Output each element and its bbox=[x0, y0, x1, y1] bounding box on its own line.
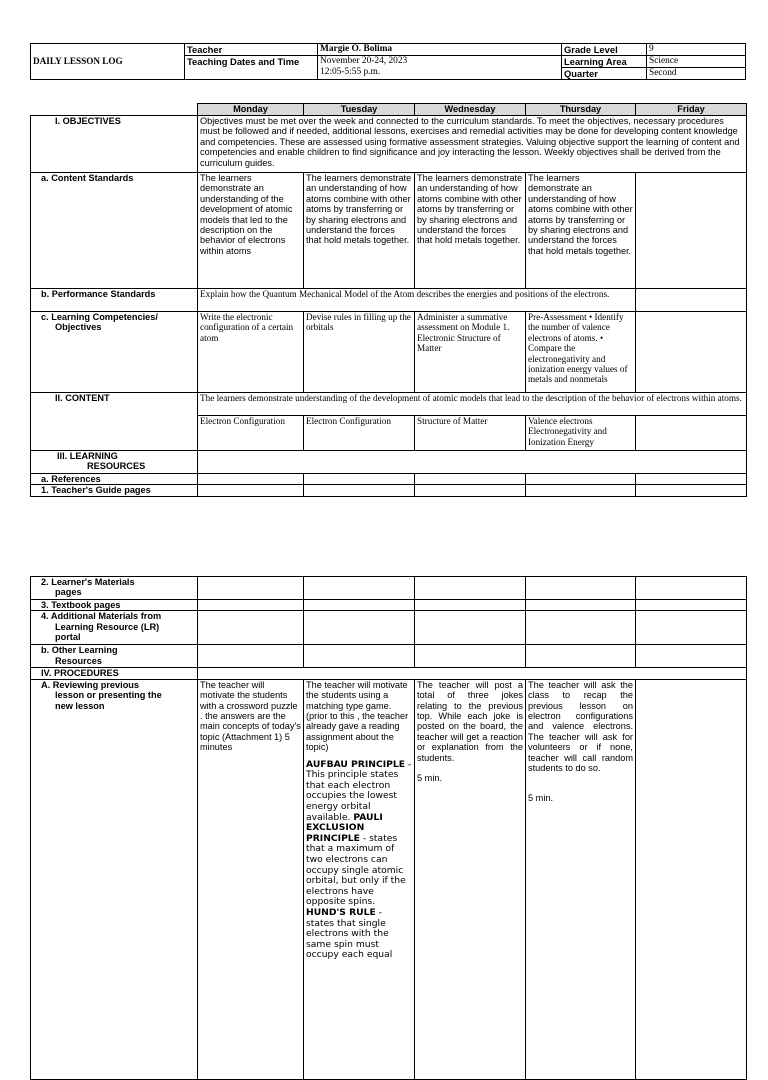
dates-label: Teaching Dates and Time bbox=[185, 56, 318, 80]
cell bbox=[415, 474, 526, 485]
content-text: The learners demonstrate understanding of the development of atomic models that lead to the description of the behavior of electrons within atoms. bbox=[198, 393, 747, 416]
cell bbox=[636, 645, 747, 668]
content-label: II. CONTENT bbox=[31, 393, 198, 451]
cell bbox=[636, 485, 747, 496]
log-title: DAILY LESSON LOG bbox=[31, 44, 185, 80]
quarter-value: Second bbox=[647, 68, 746, 80]
other-resources-label-line-1: b. Other Learning bbox=[41, 645, 118, 656]
cell bbox=[636, 577, 747, 600]
objectives-label: I. OBJECTIVES bbox=[31, 116, 198, 173]
learning-resources-label bbox=[31, 451, 198, 474]
day-header-monday: Monday bbox=[198, 104, 304, 116]
content-standards-wednesday: The learners demonstrate an understanding of how atoms combine with other atoms by transferring or by sharing electrons and understand the forces that hold metals together. bbox=[415, 173, 526, 289]
content-thursday: Valence electrons Electronegativity and Ionization Energy bbox=[526, 416, 636, 451]
review-tuesday-note: (prior to this , the teacher already gave a reading assignment about the topic) bbox=[306, 711, 409, 753]
performance-standards-friday bbox=[636, 289, 747, 312]
cell bbox=[415, 485, 526, 496]
learning-resources-blank bbox=[198, 451, 747, 474]
content-standards-monday: The learners demonstrate an understanding of the development of atomic models that led to the description on the behavior of electrons within atoms bbox=[198, 173, 304, 289]
review-monday: The teacher will motivate the students with a crossword puzzle . the answers are the main concepts of today's topic (Attachment 1) 5 minutes bbox=[198, 679, 304, 1079]
cell bbox=[198, 668, 747, 679]
review-lesson-label bbox=[31, 679, 198, 1079]
other-resources-label-line-2: Resources bbox=[55, 655, 102, 666]
performance-standards-text: Explain how the Quantum Mechanical Model of the Atom describes the energies and positions of the electrons. bbox=[198, 289, 636, 312]
hund-title: HUND'S RULE bbox=[306, 906, 376, 918]
review-lesson-label-line-1: A. Reviewing previous bbox=[41, 679, 140, 690]
additional-materials-label-line-2: Learning Resource (LR) bbox=[55, 621, 160, 632]
cell bbox=[526, 485, 636, 496]
learners-materials-label bbox=[31, 577, 198, 600]
additional-materials-label bbox=[31, 611, 198, 645]
other-resources-label bbox=[31, 645, 198, 668]
learners-materials-label-line-1: 2. Learner's Materials bbox=[41, 577, 135, 587]
competencies-thursday: Pre-Assessment • Identify the number of valence electrons of atoms. • Compare the electronegativity and ionization energy values of metals and nonmetals bbox=[526, 312, 636, 393]
cell bbox=[304, 600, 415, 611]
cell bbox=[304, 474, 415, 485]
pauli-title: PAULI EXCLUSION PRINCIPLE bbox=[306, 811, 383, 844]
teachers-guide-label: 1. Teacher's Guide pages bbox=[31, 485, 198, 496]
blank-corner bbox=[31, 104, 198, 116]
competencies-wednesday: Administer a summative assessment on Module 1. Electronic Structure of Matter bbox=[415, 312, 526, 393]
lesson-table-page-2 bbox=[30, 576, 747, 1080]
review-friday bbox=[636, 679, 747, 1079]
day-header-friday: Friday bbox=[636, 104, 747, 116]
cell bbox=[526, 611, 636, 645]
dates-value-line-2: 12:05-5:55 p.m. bbox=[320, 67, 381, 77]
learners-materials-label-line-2: pages bbox=[55, 587, 82, 598]
additional-materials-label-line-1: 4. Additional Materials from bbox=[41, 611, 162, 622]
cell bbox=[415, 611, 526, 645]
hund-text: - states that single electrons with the same spin must occupy each equal bbox=[306, 906, 393, 961]
cell bbox=[198, 485, 304, 496]
cell bbox=[636, 600, 747, 611]
learning-resources-label-line-1: III. LEARNING bbox=[57, 451, 118, 461]
cell bbox=[304, 611, 415, 645]
review-tuesday bbox=[304, 679, 415, 1079]
area-label: Learning Area bbox=[562, 56, 647, 68]
dates-value bbox=[318, 56, 562, 80]
grade-value: 9 bbox=[647, 44, 746, 56]
performance-standards-label: b. Performance Standards bbox=[31, 289, 198, 312]
header-table bbox=[30, 43, 746, 80]
content-standards-thursday: The learners demonstrate an understanding of how atoms combine with other atoms by transferring or by sharing electrons and understand the forces that hold metals together. bbox=[526, 173, 636, 289]
objectives-text: Objectives must be met over the week and connected to the curriculum standards. To meet the objectives, necessary procedures must be followed and if needed, additional lessons, exercises and remedial activities may be done for developing content knowledge and competencies. These are assessed using formative assessment strategies. Valuing objective support the learning of content and competencies and enable children to find significance and joy interacting the lesson. Weekly objectives shall be derived from the curriculum guides. bbox=[198, 116, 747, 173]
area-value: Science bbox=[647, 56, 746, 68]
cell bbox=[198, 474, 304, 485]
cell bbox=[198, 645, 304, 668]
review-thursday bbox=[526, 679, 636, 1079]
additional-materials-label-line-3: portal bbox=[55, 632, 81, 643]
content-wednesday: Structure of Matter bbox=[415, 416, 526, 451]
content-standards-friday bbox=[636, 173, 747, 289]
review-wednesday-text: The teacher will post a total of three jokes relating to the previous top. While each joke is posted on the board, the teacher will get a reaction or explanation from the students. bbox=[417, 679, 523, 763]
pauli-text: - states that a maximum of two electrons can occupy single atomic orbital, but only if the electrons have opposite spins. bbox=[306, 832, 406, 908]
content-friday bbox=[636, 416, 747, 451]
aufbau-text: - This principle states that each electron occupies the lowest energy orbital available. bbox=[306, 758, 412, 823]
cell bbox=[415, 600, 526, 611]
day-header-thursday: Thursday bbox=[526, 104, 636, 116]
learning-resources-label-line-2: RESOURCES bbox=[87, 461, 146, 472]
cell bbox=[304, 645, 415, 668]
cell bbox=[198, 611, 304, 645]
content-standards-label: a. Content Standards bbox=[31, 173, 198, 289]
teacher-label: Teacher bbox=[185, 44, 318, 56]
cell bbox=[526, 600, 636, 611]
competencies-tuesday: Devise rules in filling up the orbitals bbox=[304, 312, 415, 393]
content-standards-tuesday: The learners demonstrate an understanding of how atoms combine with other atoms by transferring or by sharing electrons and understand the forces that hold metals together. bbox=[304, 173, 415, 289]
cell bbox=[636, 611, 747, 645]
cell bbox=[636, 474, 747, 485]
review-tuesday-intro: The teacher will motivate the students using a matching type game. bbox=[306, 679, 408, 711]
cell bbox=[198, 577, 304, 600]
day-header-wednesday: Wednesday bbox=[415, 104, 526, 116]
competencies-label-line-2: Objectives bbox=[55, 322, 102, 333]
review-thursday-time: 5 min. bbox=[528, 793, 554, 804]
cell bbox=[198, 600, 304, 611]
quarter-label: Quarter bbox=[562, 68, 647, 80]
aufbau-title: AUFBAU PRINCIPLE bbox=[306, 758, 405, 770]
dates-value-line-1: November 20-24, 2023 bbox=[320, 56, 408, 66]
cell bbox=[526, 577, 636, 600]
cell bbox=[526, 645, 636, 668]
references-label: a. References bbox=[31, 474, 198, 485]
cell bbox=[304, 485, 415, 496]
competencies-label-line-1: c. Learning Competencies/ bbox=[41, 312, 158, 322]
review-thursday-text: The teacher will ask the class to recap the previous lesson on electron configurations and valence electrons. The teacher will ask for volunteers or if none, teacher will call random students to do so. bbox=[528, 679, 633, 774]
lesson-table-page-1 bbox=[30, 103, 747, 497]
competencies-monday: Write the electronic configuration of a certain atom bbox=[198, 312, 304, 393]
content-tuesday: Electron Configuration bbox=[304, 416, 415, 451]
grade-label: Grade Level bbox=[562, 44, 647, 56]
procedures-label: IV. PROCEDURES bbox=[31, 668, 198, 679]
textbook-pages-label: 3. Textbook pages bbox=[31, 600, 198, 611]
review-lesson-label-line-2: lesson or presenting the bbox=[55, 690, 162, 701]
review-wednesday bbox=[415, 679, 526, 1079]
competencies-label bbox=[31, 312, 198, 393]
cell bbox=[304, 577, 415, 600]
review-lesson-label-line-3: new lesson bbox=[55, 700, 105, 711]
review-wednesday-time: 5 min. bbox=[417, 773, 443, 784]
cell bbox=[415, 645, 526, 668]
day-header-tuesday: Tuesday bbox=[304, 104, 415, 116]
cell bbox=[526, 474, 636, 485]
teacher-value: Margie O. Bolima bbox=[318, 44, 562, 56]
cell bbox=[415, 577, 526, 600]
content-monday: Electron Configuration bbox=[198, 416, 304, 451]
competencies-friday bbox=[636, 312, 747, 393]
